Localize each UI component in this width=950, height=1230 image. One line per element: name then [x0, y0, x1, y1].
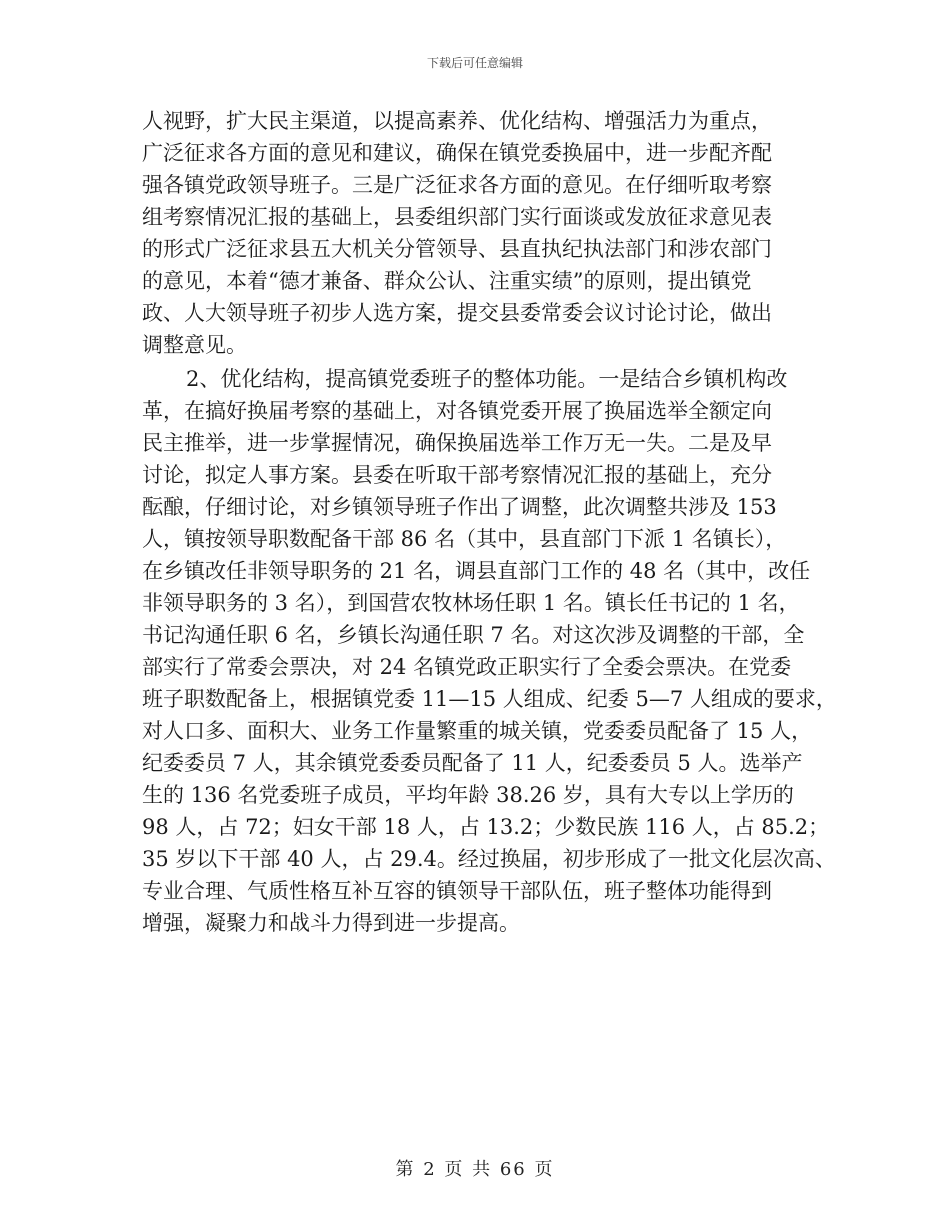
paragraph-line: 98 人，占 72；妇女干部 18 人，占 13.2；少数民族 116 人，占 85.2； — [142, 815, 830, 839]
paragraph-line: 广泛征求各方面的意见和建议，确保在镇党委换届中，进一步配齐配 — [142, 141, 772, 165]
paragraph-line: 的意见，本着“德才兼备、群众公认、注重实绩”的原则，提出镇党 — [142, 269, 752, 293]
page-number-footer: 第 2 页 共 66 页 — [395, 1159, 555, 1180]
paragraph-line: 增强，凝聚力和战斗力得到进一步提高。 — [142, 911, 520, 935]
paragraph-line: 酝酿，仔细讨论，对乡镇领导班子作出了调整，此次调整共涉及 153 — [142, 495, 777, 519]
paragraph-first-line: 2、优化结构，提高镇党委班子的整体功能。一是结合乡镇机构改 — [186, 367, 788, 391]
paragraph-line: 讨论，拟定人事方案。县委在听取干部考察情况汇报的基础上，充分 — [142, 463, 772, 487]
page-header: 下载后可任意编辑 — [426, 56, 523, 70]
paragraph-line: 专业合理、气质性格互补互容的镇领导干部队伍，班子整体功能得到 — [142, 879, 772, 903]
paragraph-line: 班子职数配备上，根据镇党委 11—15 人组成、纪委 5—7 人组成的要求， — [142, 687, 837, 711]
paragraph-line: 部实行了常委会票决，对 24 名镇党政正职实行了全委会票决。在党委 — [142, 655, 792, 679]
paragraph-line: 人视野，扩大民主渠道，以提高素养、优化结构、增强活力为重点， — [142, 109, 772, 133]
paragraph-line: 的形式广泛征求县五大机关分管领导、县直执纪执法部门和涉农部门 — [142, 237, 772, 261]
paragraph-line: 民主推举，进一步掌握情况，确保换届选举工作万无一失。二是及早 — [142, 431, 772, 455]
paragraph-line: 政、人大领导班子初步人选方案，提交县委常委会议讨论讨论，做出 — [142, 301, 772, 325]
paragraph-line: 35 岁以下干部 40 人，占 29.4。经过换届，初步形成了一批文化层次高、 — [142, 847, 836, 871]
paragraph-line: 强各镇党政领导班子。三是广泛征求各方面的意见。在仔细听取考察 — [142, 173, 772, 197]
paragraph-line: 生的 136 名党委班子成员，平均年龄 38.26 岁，具有大专以上学历的 — [142, 783, 794, 807]
paragraph-line: 对人口多、面积大、业务工作量繁重的城关镇，党委委员配备了 15 人， — [142, 719, 813, 743]
paragraph-line: 人，镇按领导职数配备干部 86 名（其中，县直部门下派 1 名镇长）， — [142, 527, 787, 551]
paragraph-line: 组考察情况汇报的基础上，县委组织部门实行面谈或发放征求意见表 — [142, 205, 772, 229]
paragraph-line: 调整意见。 — [142, 333, 247, 357]
paragraph-line: 革，在搞好换届考察的基础上，对各镇党委开展了换届选举全额定向 — [142, 399, 772, 423]
paragraph-line: 非领导职务的 3 名），到国营农牧林场任职 1 名。镇长任书记的 1 名， — [142, 591, 800, 615]
paragraph-line: 书记沟通任职 6 名，乡镇长沟通任职 7 名。对这次涉及调整的干部，全 — [142, 623, 805, 647]
paragraph-line: 在乡镇改任非领导职务的 21 名，调县直部门工作的 48 名（其中，改任 — [142, 559, 811, 583]
paragraph-line: 纪委委员 7 人，其余镇党委委员配备了 11 人，纪委委员 5 人。选举产 — [142, 751, 803, 775]
